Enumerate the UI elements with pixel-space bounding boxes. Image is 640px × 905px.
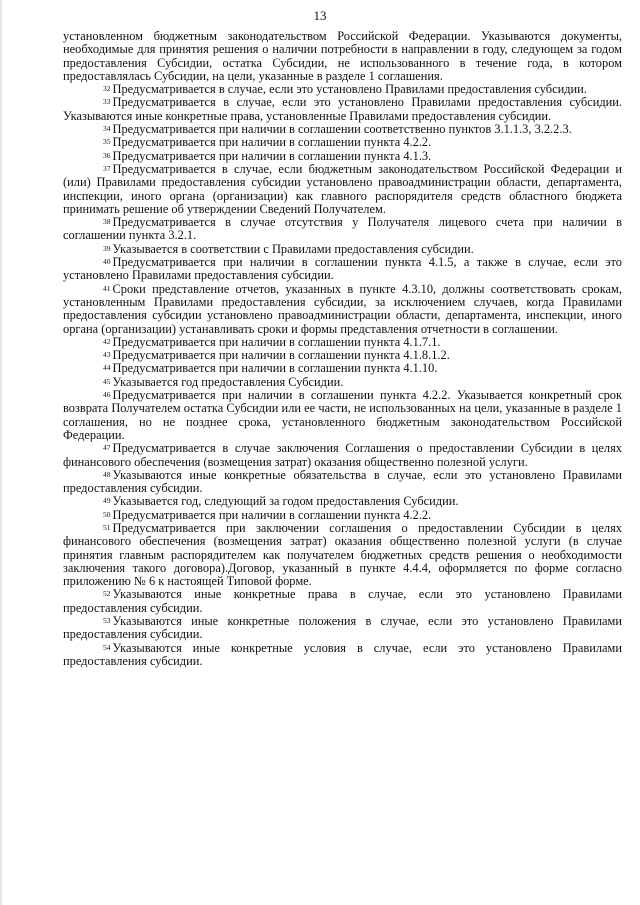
footnote-number: 48 — [103, 469, 111, 479]
footnote-text: Указывается год предоставления Субсидии. — [112, 374, 344, 389]
footnote-number: 39 — [103, 243, 111, 253]
footnote-number: 45 — [103, 376, 111, 386]
footnote-number: 44 — [103, 363, 111, 373]
footnote-text: Предусматривается при наличии в соглашении пункта 4.1.8.1.2. — [112, 348, 450, 363]
footnote-51 — [63, 522, 622, 588]
footnote-54 — [63, 642, 622, 669]
footnote-number: 36 — [103, 150, 111, 160]
footnote-text: Предусматривается при наличии в соглашении пункта 4.2.2. — [112, 507, 432, 522]
footnote-43 — [63, 349, 622, 362]
footnote-49 — [63, 495, 622, 508]
footnote-text: Предусматривается при заключении соглашения о предоставлении Субсидии в целях финансового обеспечения (возмещения затрат) оказания общественно полезной услуги (в случае принятия главным распорядителем как получателем бюджетных средств решения о необходимости заключения такого договора).Договор, указанный в пункте 4.4.4, оформляется по форме согласно приложению № 6 к настоящей Типовой форме. — [63, 520, 622, 589]
footnote-text: Предусматривается при наличии в соглашении пункта 4.1.5, а также в случае, если это установлено Правилами предоставления субсидии. — [63, 255, 622, 283]
footnote-number: 49 — [103, 496, 111, 506]
footnote-text: Предусматривается при наличии в соглашении пункта 4.1.3. — [112, 148, 432, 163]
footnote-47 — [63, 442, 622, 469]
footnote-number: 37 — [103, 163, 111, 173]
footnote-40 — [63, 256, 622, 283]
footnote-text: Предусматривается при наличии в соглашении пункта 4.1.7.1. — [112, 334, 441, 349]
footnote-number: 43 — [103, 350, 111, 360]
footnote-text: установленном бюджетным законодательством Российской Федерации. Указываются документы, необходимые для принятия решения о наличии потребности в направлении в году, следующем за годом предоставления Субсидии, остатка Субсидии, не использованного в течение года, в котором предоставлялась Субсидии, на цели, указанные в разделе 1 соглашения. — [63, 29, 622, 83]
footnote-number: 46 — [103, 390, 111, 400]
footnote-number: 42 — [103, 336, 111, 346]
footnote-number: 53 — [103, 616, 111, 626]
scan-edge — [0, 0, 2, 905]
footnote-text: Указываются иные конкретные обязательства в случае, если это установлено Правилами предоставления субсидии. — [63, 467, 622, 496]
footnote-number: 41 — [103, 283, 111, 293]
footnote-33 — [63, 96, 622, 123]
footnote-number: 51 — [103, 522, 111, 532]
footnote-46 — [63, 389, 622, 442]
footnote-number: 38 — [103, 217, 111, 227]
footnote-text: Сроки представление отчетов, указанных в пункте 4.3.10, должны соответствовать срокам, установленным Правилами предоставления субсидии, за исключением случаев, когда Правилами предоставления субсидии установлено правоадминистрации области, департамента, инспекции, иного органа (организации) устанавливать сроки и формы представления отчетности в соглашении. — [63, 281, 622, 336]
footnote-44 — [63, 362, 622, 375]
footnote-text: Предусматривается при наличии в соглашении пункта 4.2.2. Указывается конкретный срок возврата Получателем остатка Субсидии или ее части, не использованных на цели, указанные в разделе 1 соглашения, но не позднее срока, установленного бюджетным законодательством Российской Федерации. — [63, 388, 622, 442]
footnote-text: Предусматривается в случае отсутствия у Получателя лицевого счета при наличии в соглашении пункта 3.2.1. — [63, 215, 622, 243]
footnote-text: Указываются иные конкретные положения в случае, если это установлено Правилами предоставления субсидии. — [63, 614, 622, 642]
footnote-number: 33 — [103, 97, 111, 107]
footnote-number: 54 — [103, 642, 111, 652]
footnote-number: 32 — [103, 84, 111, 94]
footnote-42 — [63, 336, 622, 349]
footnote-52 — [63, 588, 622, 615]
footnote-text: Предусматривается в случае, если это установлено Правилами предоставления субсидии. Указываются иные конкретные права, установленные Правилами предоставления субсидии. — [63, 95, 622, 123]
footnote-text: Указывается в соответствии с Правилами предоставления субсидии. — [112, 241, 474, 256]
footnote-text: Предусматривается в случае заключения Соглашения о предоставлении Субсидии в целях финансового обеспечения (возмещения затрат) оказания общественно полезной услуги. — [63, 441, 622, 469]
footnote-50 — [63, 509, 622, 522]
footnote-text: Предусматривается в случае, если бюджетным законодательством Российской Федерации и (или) Правилами предоставления субсидии установлено правоадминистрации области, департамента, инспекции, иного органа (организации) как главного распорядителя средств областного бюджета принимать решение об утверждении Сведений Получателем. — [63, 161, 622, 216]
footnote-text: Указываются иные конкретные права в случае, если это установлено Правилами предоставления субсидии. — [63, 587, 622, 615]
footnote-48 — [63, 469, 622, 496]
footnote-53 — [63, 615, 622, 642]
page-number: 13 — [313, 8, 327, 23]
footnote-35 — [63, 136, 622, 149]
footnote-37 — [63, 163, 622, 216]
footnote-number: 47 — [103, 443, 111, 453]
footnote-38 — [63, 216, 622, 243]
footnote-text: Предусматривается в случае, если это установлено Правилами предоставления субсидии. — [112, 82, 587, 97]
footnote-41 — [63, 283, 622, 336]
footnote-39 — [63, 243, 622, 256]
footnote-45 — [63, 376, 622, 389]
footnotes-body — [63, 30, 622, 668]
footnote-text: Предусматривается при наличии в соглашении пункта 4.1.10. — [112, 361, 438, 376]
footnote-number: 50 — [103, 509, 111, 519]
footnote-36 — [63, 150, 622, 163]
footnote-text: Указывается год, следующий за годом предоставления Субсидии. — [112, 494, 459, 509]
footnote-number: 40 — [103, 257, 111, 267]
footnote-32 — [63, 83, 622, 96]
footnote-text: Предусматривается при наличии в соглашении соответственно пунктов 3.1.1.3, 3.2.2.3. — [112, 122, 572, 137]
footnote-number: 35 — [103, 137, 111, 147]
continuation-paragraph — [63, 30, 622, 83]
footnote-text: Предусматривается при наличии в соглашении пункта 4.2.2. — [112, 135, 432, 150]
footnote-number: 52 — [103, 589, 111, 599]
footnote-text: Указываются иные конкретные условия в случае, если это установлено Правилами предоставления субсидии. — [63, 640, 622, 668]
footnote-number: 34 — [103, 124, 111, 134]
footnote-34 — [63, 123, 622, 136]
